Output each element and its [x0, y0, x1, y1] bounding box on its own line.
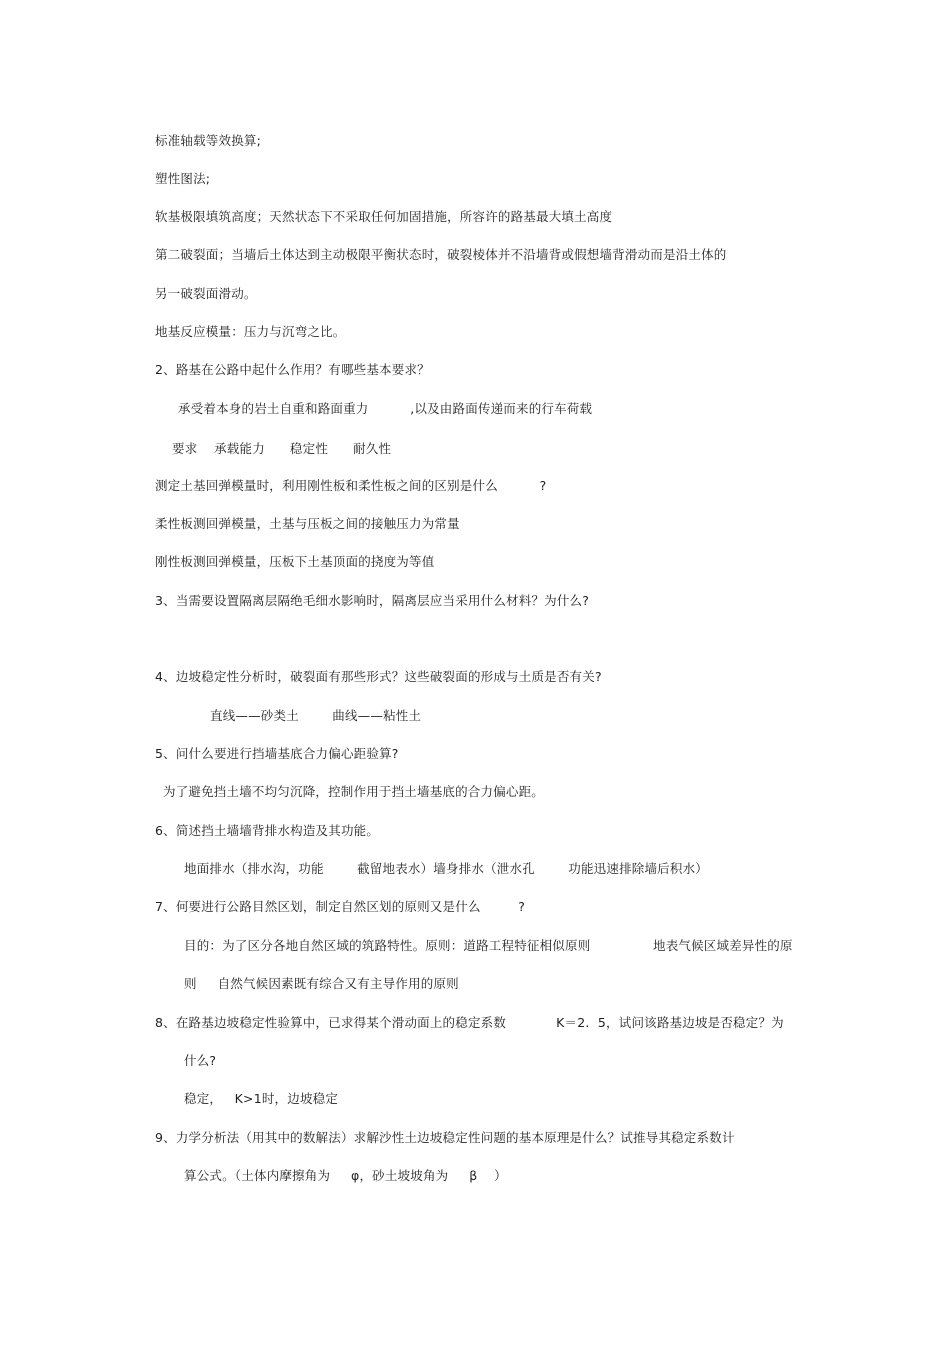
text-line: 塑性图法;	[155, 171, 211, 186]
text-line: 软基极限填筑高度；天然状态下不采取任何加固措施，所容许的路基最大填土高度	[155, 209, 613, 224]
answer-text: 则 自然气候因素既有综合又有主导作用的原则	[184, 976, 459, 991]
answer-text: 承受着本身的岩土自重和路面重力 ,以及由路面传递而来的行车荷载	[178, 401, 593, 416]
question-heading: 2、路基在公路中起什么作用？有哪些基本要求？	[155, 362, 430, 377]
question-heading: 5、问什么要进行挡墙基底合力偏心距验算?	[155, 746, 399, 761]
answer-text: 要求 承载能力 稳定性 耐久性	[172, 441, 392, 456]
question-heading: 9、力学分析法（用其中的数解法）求解沙性土边坡稳定性问题的基本原理是什么？试推导其稳定系数计	[155, 1130, 735, 1145]
question-heading: 8、在路基边坡稳定性验算中，已求得某个滑动面上的稳定系数 K＝2. 5，试问该路基边坡是否稳定？为	[155, 1015, 784, 1030]
question-heading: 什么?	[184, 1053, 217, 1068]
question-heading: 7、何要进行公路目然区划，制定自然区划的原则又是什么 ?	[155, 899, 526, 914]
answer-text: 目的：为了区分各地自然区域的筑路特性。原则：道路工程特征相似原则 地表气候区域差异性的原	[184, 938, 793, 953]
answer-text: 柔性板测回弹模量，土基与压板之间的接触压力为常量	[155, 516, 460, 531]
question-heading: 测定土基回弹模量时，利用刚性板和柔性板之间的区别是什么 ?	[155, 478, 547, 493]
question-heading: 4、边坡稳定性分析时，破裂面有那些形式？这些破裂面的形成与土质是否有关?	[155, 669, 602, 684]
text-line: 地基反应模量：压力与沉弯之比。	[155, 324, 346, 339]
question-heading: 3、当需要设置隔离层隔绝毛细水影响时，隔离层应当采用什么材料？为什么?	[155, 593, 590, 608]
answer-text: 刚性板测回弹模量，压板下土基顶面的挠度为等值	[155, 554, 435, 569]
text-line: 另一破裂面滑动。	[155, 286, 257, 301]
answer-text: 稳定， K>1时，边坡稳定	[184, 1091, 339, 1106]
question-heading: 6、简述挡土墙墙背排水构造及其功能。	[155, 823, 380, 838]
text-line: 第二破裂面；当墙后土体达到主动极限平衡状态时，破裂棱体并不沿墙背或假想墙背滑动而是沿土体的	[155, 247, 727, 262]
answer-text: 为了避免挡土墙不均匀沉降，控制作用于挡土墙基底的合力偏心距。	[163, 784, 545, 799]
question-heading: 算公式。（土体内摩擦角为 φ，砂土坡坡角为 β ）	[184, 1168, 507, 1183]
text-line: 标准轴载等效换算;	[155, 133, 262, 148]
answer-text: 直线——砂类土 曲线——粘性土	[210, 708, 422, 723]
answer-text: 地面排水（排水沟，功能 截留地表水）墙身排水（泄水孔 功能迅速排除墙后积水）	[184, 861, 708, 876]
